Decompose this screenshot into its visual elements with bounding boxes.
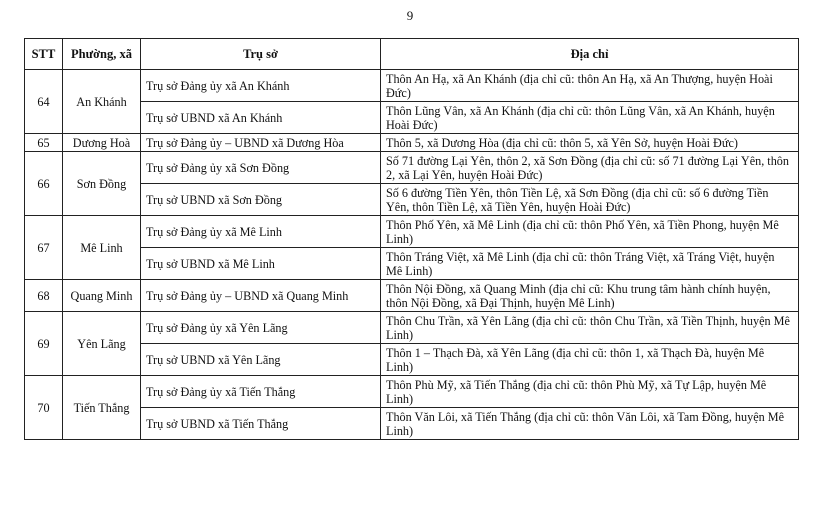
office-cell: Trụ sở Đảng ủy xã Mê Linh bbox=[141, 216, 381, 248]
ward-cell: Mê Linh bbox=[63, 216, 141, 280]
table-row bbox=[25, 312, 799, 344]
ward-cell: Dương Hoà bbox=[63, 134, 141, 152]
address-cell: Thôn Nội Đồng, xã Quang Minh (địa chỉ cũ: Khu trung tâm hành chính huyện, thôn Nội Đồng, xã Đại Thịnh, huyện Mê Linh) bbox=[381, 280, 799, 312]
ward-cell: Quang Minh bbox=[63, 280, 141, 312]
table-row bbox=[25, 70, 799, 102]
office-cell: Trụ sở UBND xã Yên Lãng bbox=[141, 344, 381, 376]
office-cell: Trụ sở UBND xã Sơn Đồng bbox=[141, 184, 381, 216]
address-cell: Thôn Lũng Vân, xã An Khánh (địa chỉ cũ: thôn Lũng Vân, xã An Khánh, huyện Hoài Đức) bbox=[381, 102, 799, 134]
address-cell: Thôn Tráng Việt, xã Mê Linh (địa chỉ cũ: thôn Tráng Việt, xã Tráng Việt, huyện Mê Linh) bbox=[381, 248, 799, 280]
stt-cell: 69 bbox=[25, 312, 63, 376]
ward-cell: An Khánh bbox=[63, 70, 141, 134]
ward-cell: Sơn Đồng bbox=[63, 152, 141, 216]
office-cell: Trụ sở Đảng ủy xã Yên Lãng bbox=[141, 312, 381, 344]
address-cell: Thôn Chu Trần, xã Yên Lãng (địa chỉ cũ: thôn Chu Trần, xã Tiền Thịnh, huyện Mê Linh) bbox=[381, 312, 799, 344]
address-cell: Thôn 1 – Thạch Đà, xã Yên Lãng (địa chỉ cũ: thôn 1, xã Thạch Đà, huyện Mê Linh) bbox=[381, 344, 799, 376]
header-stt: STT bbox=[25, 39, 63, 70]
page-number: 9 bbox=[406, 8, 414, 23]
table-row bbox=[25, 248, 799, 280]
office-cell: Trụ sở Đảng ủy – UBND xã Dương Hòa bbox=[141, 134, 381, 152]
table-row bbox=[25, 280, 799, 312]
header-office: Trụ sở bbox=[141, 39, 381, 70]
stt-cell: 65 bbox=[25, 134, 63, 152]
table-row bbox=[25, 102, 799, 134]
office-cell: Trụ sở UBND xã An Khánh bbox=[141, 102, 381, 134]
office-cell: Trụ sở Đảng ủy – UBND xã Quang Minh bbox=[141, 280, 381, 312]
stt-cell: 67 bbox=[25, 216, 63, 280]
table-row bbox=[25, 152, 799, 184]
office-cell: Trụ sở UBND xã Mê Linh bbox=[141, 248, 381, 280]
ward-cell: Tiến Thắng bbox=[63, 376, 141, 440]
address-table bbox=[24, 38, 799, 440]
table-row bbox=[25, 184, 799, 216]
header-ward: Phường, xã bbox=[63, 39, 141, 70]
address-cell: Thôn Văn Lôi, xã Tiến Thắng (địa chỉ cũ: thôn Văn Lôi, xã Tam Đồng, huyện Mê Linh) bbox=[381, 408, 799, 440]
office-cell: Trụ sở UBND xã Tiến Thắng bbox=[141, 408, 381, 440]
address-cell: Thôn 5, xã Dương Hòa (địa chỉ cũ: thôn 5, xã Yên Sở, huyện Hoài Đức) bbox=[381, 134, 799, 152]
table-header-row bbox=[25, 39, 799, 70]
stt-cell: 64 bbox=[25, 70, 63, 134]
stt-cell: 68 bbox=[25, 280, 63, 312]
ward-cell: Yên Lãng bbox=[63, 312, 141, 376]
table-row bbox=[25, 216, 799, 248]
address-cell: Thôn Phù Mỹ, xã Tiến Thắng (địa chỉ cũ: thôn Phù Mỹ, xã Tự Lập, huyện Mê Linh) bbox=[381, 376, 799, 408]
address-cell: Thôn An Hạ, xã An Khánh (địa chỉ cũ: thôn An Hạ, xã An Thượng, huyện Hoài Đức) bbox=[381, 70, 799, 102]
table-row bbox=[25, 376, 799, 408]
table-row bbox=[25, 344, 799, 376]
stt-cell: 70 bbox=[25, 376, 63, 440]
header-address: Địa chỉ bbox=[381, 39, 799, 70]
office-cell: Trụ sở Đảng ủy xã Tiến Thắng bbox=[141, 376, 381, 408]
address-cell: Thôn Phố Yên, xã Mê Linh (địa chỉ cũ: thôn Phố Yên, xã Tiền Phong, huyện Mê Linh) bbox=[381, 216, 799, 248]
office-cell: Trụ sở Đảng ủy xã Sơn Đồng bbox=[141, 152, 381, 184]
office-cell: Trụ sở Đảng ủy xã An Khánh bbox=[141, 70, 381, 102]
table-row bbox=[25, 408, 799, 440]
address-cell: Số 71 đường Lại Yên, thôn 2, xã Sơn Đồng (địa chỉ cũ: số 71 đường Lại Yên, thôn 2, xã Lại Yên, huyện Hoài Đức) bbox=[381, 152, 799, 184]
table-row bbox=[25, 134, 799, 152]
stt-cell: 66 bbox=[25, 152, 63, 216]
address-cell: Số 6 đường Tiền Yên, thôn Tiền Lệ, xã Sơn Đồng (địa chỉ cũ: số 6 đường Tiền Yên, thôn Tiền Lệ, xã Tiền Yên, huyện Hoài Đức) bbox=[381, 184, 799, 216]
